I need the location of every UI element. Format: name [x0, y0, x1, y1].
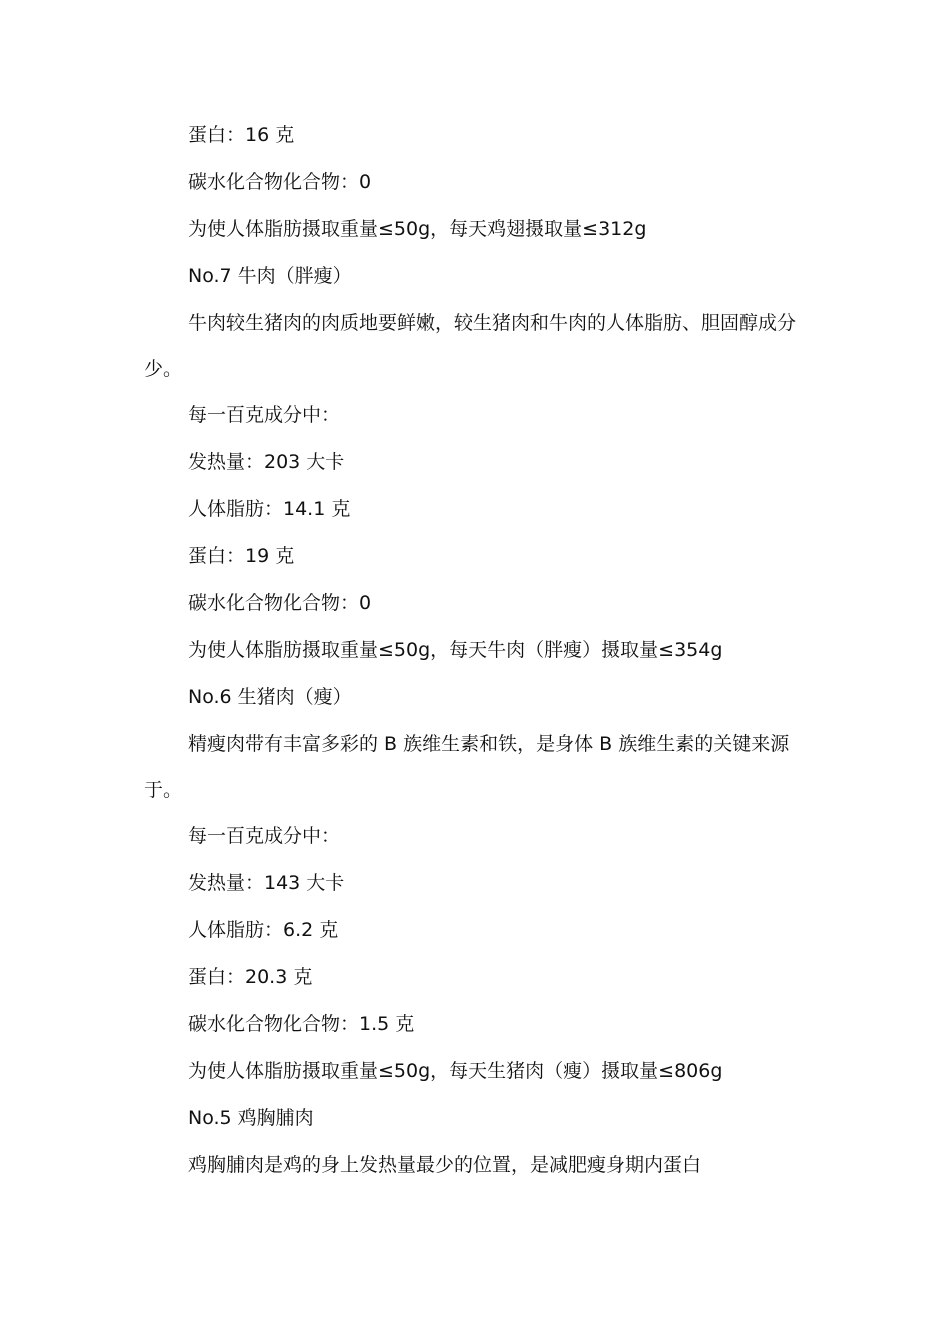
paragraph-per-100g: 每一百克成分中： — [188, 825, 341, 847]
paragraph-description: 牛肉较生猪肉的肉质地要鲜嫩，较生猪肉和牛肉的人体脂肪、胆固醇成分少。 — [144, 312, 797, 380]
section-heading: No.5 鸡胸脯肉 — [188, 1107, 314, 1129]
paragraph-protein: 蛋白：20.3 克 — [188, 966, 313, 988]
section-heading: No.6 生猪肉（瘦） — [188, 686, 352, 708]
paragraph-intake-limit: 为使人体脂肪摄取重量≤50g，每天鸡翅摄取量≤312g — [188, 218, 647, 240]
paragraph-fat: 人体脂肪：6.2 克 — [188, 919, 339, 941]
paragraph-fat: 人体脂肪：14.1 克 — [188, 498, 351, 520]
paragraph-protein: 蛋白：16 克 — [188, 124, 295, 146]
paragraph-intake-limit: 为使人体脂肪摄取重量≤50g，每天生猪肉（瘦）摄取量≤806g — [188, 1060, 723, 1082]
paragraph-intake-limit: 为使人体脂肪摄取重量≤50g，每天牛肉（胖瘦）摄取量≤354g — [188, 639, 723, 661]
paragraph-calories: 发热量：203 大卡 — [188, 451, 345, 473]
paragraph-per-100g: 每一百克成分中： — [188, 404, 341, 426]
section-heading: No.7 牛肉（胖瘦） — [188, 265, 352, 287]
paragraph-carbs: 碳水化合物化合物：0 — [188, 171, 372, 193]
paragraph-carbs: 碳水化合物化合物：1.5 克 — [188, 1013, 415, 1035]
paragraph-calories: 发热量：143 大卡 — [188, 872, 345, 894]
paragraph-carbs: 碳水化合物化合物：0 — [188, 592, 372, 614]
paragraph-description: 精瘦肉带有丰富多彩的 B 族维生素和铁，是身体 B 族维生素的关键来源于。 — [144, 733, 790, 801]
document-body — [144, 112, 808, 1189]
paragraph-protein: 蛋白：19 克 — [188, 545, 295, 567]
paragraph-description: 鸡胸脯肉是鸡的身上发热量最少的位置，是减肥瘦身期内蛋白 — [188, 1154, 702, 1176]
